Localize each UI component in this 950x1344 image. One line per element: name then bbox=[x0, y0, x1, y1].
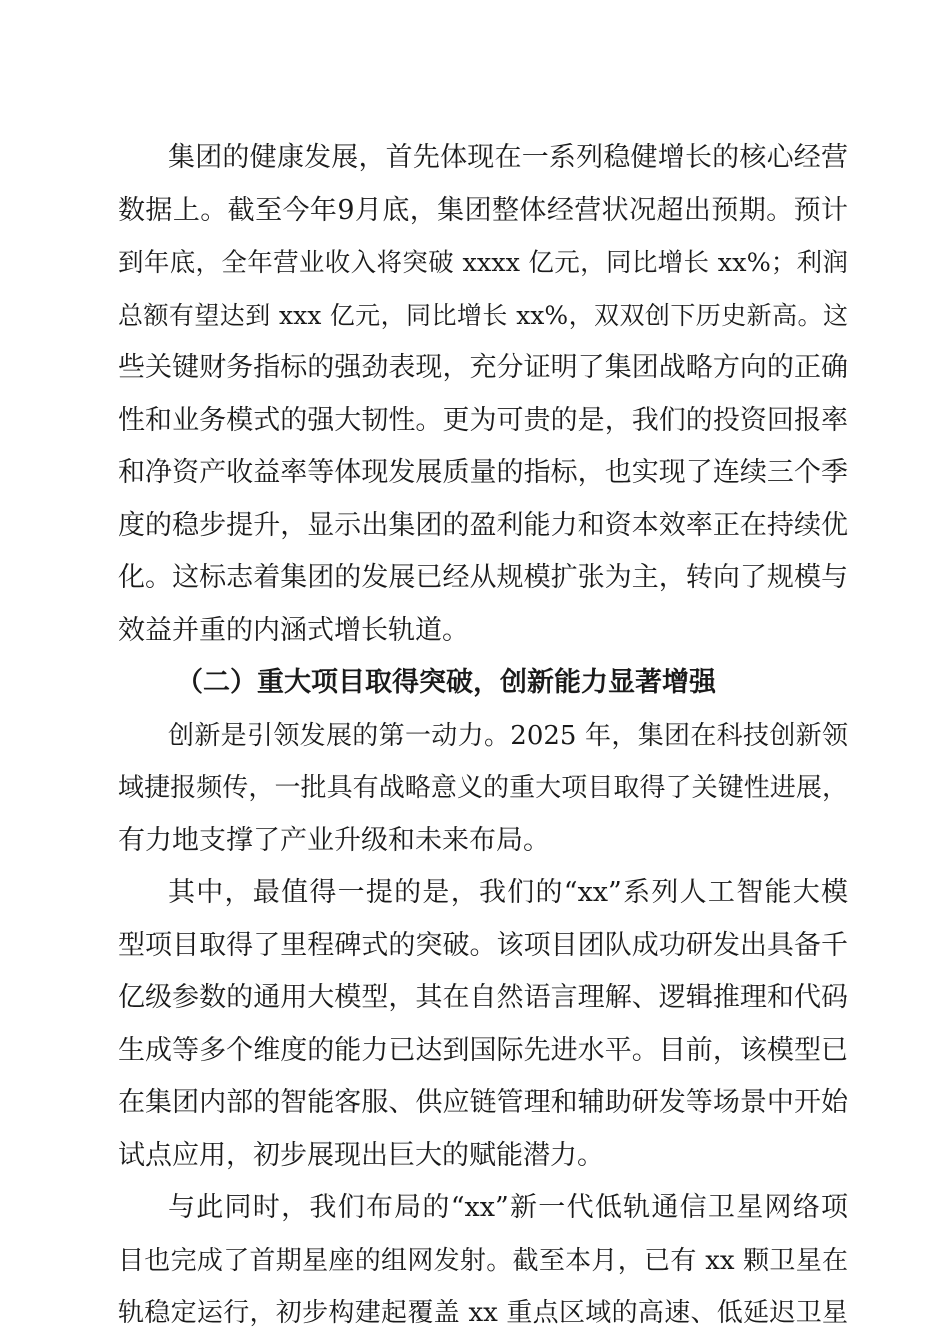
paragraph3-line: 试点应用，初步展现出巨大的赋能潜力。 bbox=[118, 1139, 604, 1171]
paragraph1-line: 到年底，全年营业收入将突破 xxxx 亿元，同比增长 xx%；利润 bbox=[118, 248, 848, 278]
paragraph2-line: 创新是引领发展的第一动力。2025 年，集团在科技创新领 bbox=[168, 720, 848, 751]
paragraph2-line: 域捷报频传，一批具有战略意义的重大项目取得了关键性进展， bbox=[118, 773, 848, 803]
paragraph1-line: 些关键财务指标的强劲表现，充分证明了集团战略方向的正确 bbox=[118, 352, 848, 383]
paragraph3-line: 亿级参数的通用大模型，其在自然语言理解、逻辑推理和代码 bbox=[118, 982, 848, 1013]
paragraph3-line: 型项目取得了里程碑式的突破。该项目团队成功研发出具备千 bbox=[118, 929, 848, 961]
paragraph1-line: 数据上。截至今年9月底，集团整体经营状况超出预期。预计 bbox=[118, 194, 848, 226]
paragraph3-line: 在集团内部的智能客服、供应链管理和辅助研发等场景中开始 bbox=[118, 1087, 848, 1118]
paragraph1-line: 度的稳步提升，显示出集团的盈利能力和资本效率正在持续优 bbox=[118, 509, 848, 541]
paragraph4-line: 轨稳定运行，初步构建起覆盖 xx 重点区域的高速、低延迟卫星 bbox=[118, 1298, 848, 1328]
paragraph4-line: 目也完成了首期星座的组网发射。截至本月，已有 xx 颗卫星在 bbox=[118, 1245, 848, 1276]
section-heading: （二）重大项目取得突破，创新能力显著增强 bbox=[176, 667, 716, 698]
paragraph3-line: 其中，最值得一提的是，我们的“xx”系列人工智能大模 bbox=[168, 877, 848, 908]
paragraph1-line: 性和业务模式的强大韧性。更为可贵的是，我们的投资回报率 bbox=[118, 404, 848, 436]
paragraph1-line: 化。这标志着集团的发展已经从规模扩张为主，转向了规模与 bbox=[118, 562, 848, 593]
paragraph2-line: 有力地支撑了产业升级和未来布局。 bbox=[118, 824, 550, 856]
paragraph4-line: 与此同时，我们布局的“xx”新一代低轨通信卫星网络项 bbox=[168, 1192, 848, 1223]
paragraph1-line: 集团的健康发展，首先体现在一系列稳健增长的核心经营 bbox=[168, 142, 848, 173]
paragraph1-line: 总额有望达到 xxx 亿元，同比增长 xx%，双双创下历史新高。这 bbox=[118, 300, 848, 330]
paragraph1-line: 和净资产收益率等体现发展质量的指标，也实现了连续三个季 bbox=[118, 457, 848, 488]
paragraph3-line: 生成等多个维度的能力已达到国际先进水平。目前，该模型已 bbox=[118, 1034, 848, 1066]
paragraph1-line: 效益并重的内涵式增长轨道。 bbox=[118, 614, 469, 646]
